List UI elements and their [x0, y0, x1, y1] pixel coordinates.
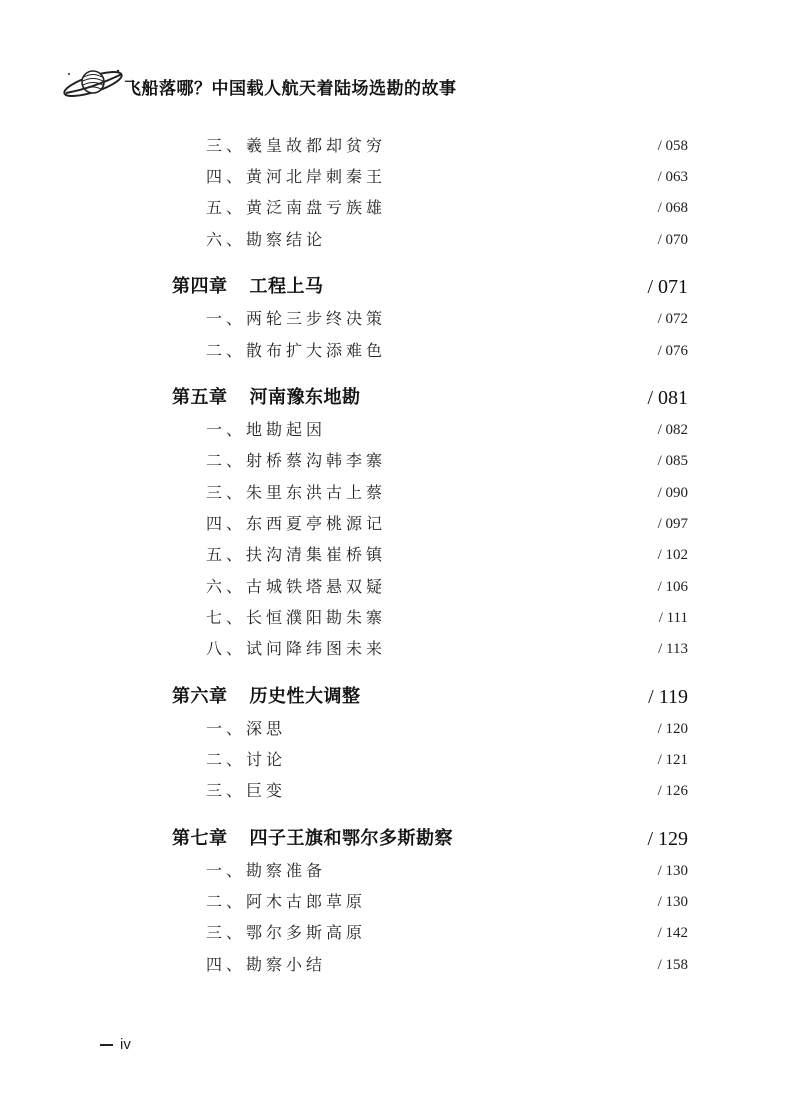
toc-entry-label: 四、黄河北岸刺秦王	[206, 167, 387, 186]
toc-entry[interactable]	[0, 338, 798, 364]
toc-entry[interactable]	[0, 227, 798, 253]
planet-ring-icon	[60, 62, 130, 102]
chapter-title: 历史性大调整	[249, 686, 361, 707]
toc-entry-page: / 063	[657, 169, 688, 185]
toc-entry-page: / 130	[657, 863, 688, 879]
chapter-title: 河南豫东地勘	[249, 387, 361, 408]
toc-entry[interactable]	[0, 920, 798, 946]
toc-entry-page: / 058	[657, 138, 688, 154]
toc-entry-label: 七、长恒濮阳勘朱寨	[206, 608, 387, 627]
toc-entry-label: 三、巨变	[206, 781, 287, 800]
chapter-title: 四子王旗和鄂尔多斯勘察	[249, 828, 453, 849]
toc-entry-label: 二、散布扩大添难色	[206, 341, 387, 360]
toc-chapter-heading[interactable]	[0, 682, 798, 712]
toc-entry[interactable]	[0, 716, 798, 742]
toc-entry-label: 四、勘察小结	[206, 955, 327, 974]
toc-entry-page: / 111	[658, 610, 688, 626]
toc-entry[interactable]	[0, 306, 798, 332]
toc-entry[interactable]	[0, 747, 798, 773]
toc-entry[interactable]	[0, 511, 798, 537]
toc-entry-page: / 068	[657, 200, 688, 216]
chapter-number: 第五章	[172, 387, 228, 408]
toc-entry-page: / 085	[657, 453, 688, 469]
toc-entry-page: / 097	[657, 516, 688, 532]
toc-entry-page: / 120	[657, 721, 688, 737]
book-title: 飞船落哪？中国载人航天着陆场选勘的故事	[124, 78, 457, 99]
toc-entry-page: / 082	[657, 422, 688, 438]
toc-entry[interactable]	[0, 636, 798, 662]
toc-entry[interactable]	[0, 778, 798, 804]
toc-chapter-heading[interactable]	[0, 383, 798, 413]
page-footer	[100, 1036, 131, 1053]
toc-entry[interactable]	[0, 448, 798, 474]
toc-entry-page: / 070	[657, 232, 688, 248]
toc-entry-page: / 142	[657, 925, 688, 941]
running-header	[60, 62, 457, 102]
chapter-number: 第七章	[172, 828, 228, 849]
toc-entry-label: 二、阿木古郎草原	[206, 892, 367, 911]
toc-entry[interactable]	[0, 480, 798, 506]
toc-entry-label: 五、扶沟清集崔桥镇	[206, 545, 387, 564]
toc-entry[interactable]	[0, 195, 798, 221]
toc-entry-page: / 113	[658, 641, 688, 657]
toc-entry-label: 五、黄泛南盘亏族雄	[206, 198, 387, 217]
toc-entry-page: / 106	[657, 579, 688, 595]
toc-entry-label: 八、试问降纬图未来	[206, 639, 387, 658]
toc-chapter-heading[interactable]	[0, 824, 798, 854]
toc-entry[interactable]	[0, 858, 798, 884]
toc-entry[interactable]	[0, 133, 798, 159]
toc-entry-page: / 158	[657, 957, 688, 973]
chapter-page: / 119	[648, 686, 688, 708]
toc-entry-page: / 090	[657, 485, 688, 501]
toc-entry-label: 一、地勘起因	[206, 420, 327, 439]
page-number: iv	[120, 1036, 131, 1053]
toc-entry-label: 三、羲皇故都却贫穷	[206, 136, 387, 155]
toc-entry-label: 一、勘察准备	[206, 861, 327, 880]
toc-entry-label: 二、射桥蔡沟韩李寨	[206, 451, 387, 470]
toc-entry-page: / 121	[657, 752, 688, 768]
toc-entry[interactable]	[0, 164, 798, 190]
chapter-number: 第四章	[172, 276, 228, 297]
toc-entry[interactable]	[0, 542, 798, 568]
toc-entry-page: / 076	[657, 343, 688, 359]
toc-entry-label: 六、古城铁塔悬双疑	[206, 577, 387, 596]
chapter-number: 第六章	[172, 686, 228, 707]
chapter-page: / 071	[647, 276, 688, 298]
toc-entry-label: 三、鄂尔多斯高原	[206, 923, 367, 942]
toc-entry[interactable]	[0, 952, 798, 978]
toc-entry-page: / 130	[657, 894, 688, 910]
toc-entry[interactable]	[0, 889, 798, 915]
toc-entry-label: 二、讨论	[206, 750, 287, 769]
toc-entry-page: / 102	[657, 547, 688, 563]
toc-entry-page: / 072	[657, 311, 688, 327]
toc-entry-label: 六、勘察结论	[206, 230, 327, 249]
toc-entry-label: 三、朱里东洪古上蔡	[206, 483, 387, 502]
footer-dash	[100, 1044, 113, 1046]
toc-entry-label: 四、东西夏亭桃源记	[206, 514, 387, 533]
chapter-page: / 081	[647, 387, 688, 409]
toc-entry-page: / 126	[657, 783, 688, 799]
chapter-page: / 129	[647, 828, 688, 850]
toc-chapter-heading[interactable]	[0, 272, 798, 302]
chapter-title: 工程上马	[249, 276, 324, 297]
toc-entry[interactable]	[0, 574, 798, 600]
toc-entry-label: 一、深思	[206, 719, 287, 738]
toc-entry-label: 一、两轮三步终决策	[206, 309, 387, 328]
toc-entry[interactable]	[0, 417, 798, 443]
toc-entry[interactable]	[0, 605, 798, 631]
